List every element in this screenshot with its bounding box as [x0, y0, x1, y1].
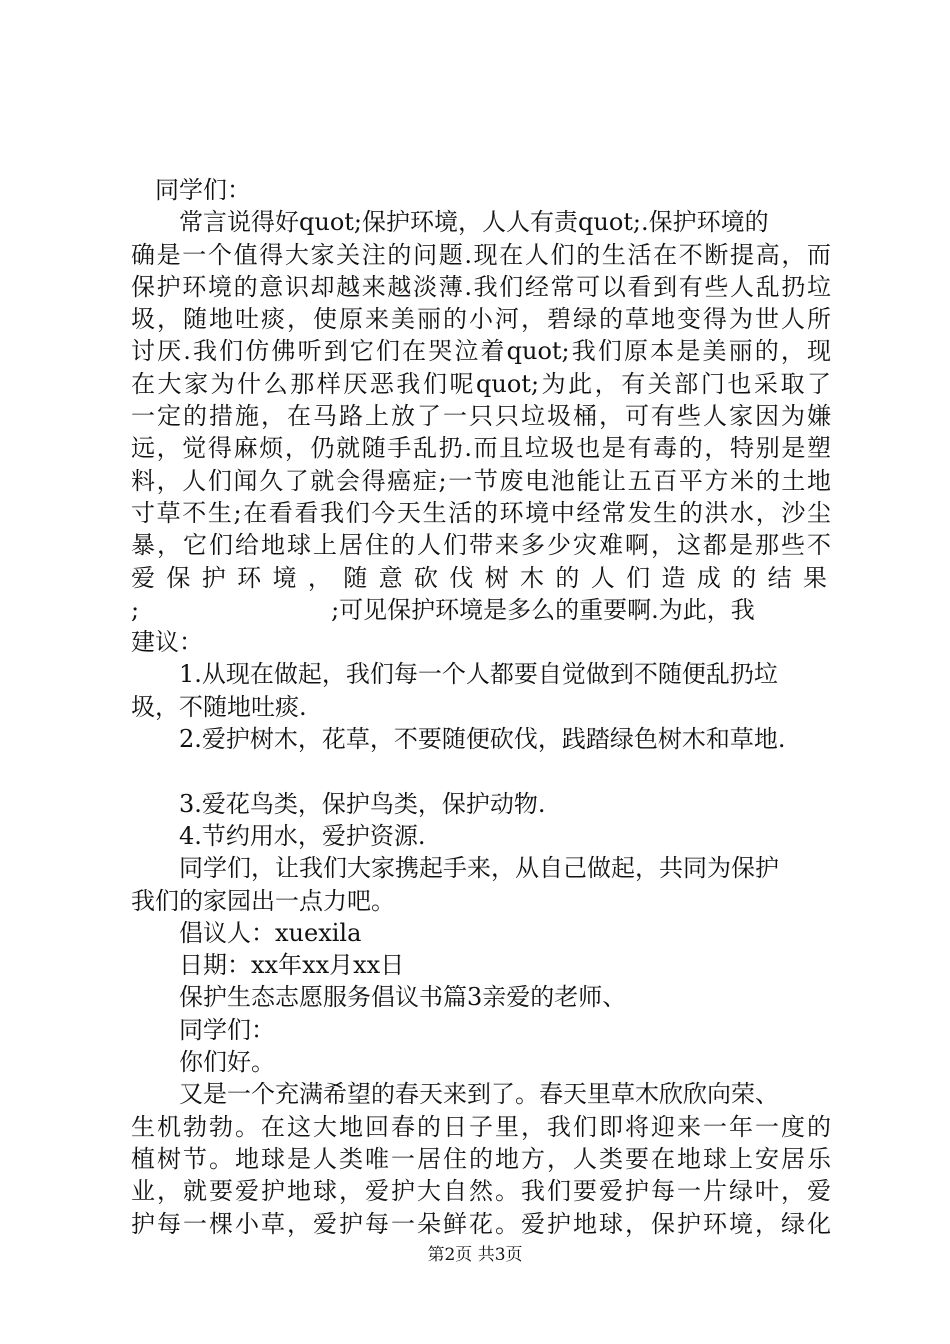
- closing-line: 同学们，让我们大家携起手来，从自己做起，共同为保护: [179, 854, 779, 883]
- paragraph-line: 料，人们闻久了就会得癌症;一节废电池能让五百平方米的土地: [131, 466, 831, 495]
- suggestion-item-4: 4.节约用水，爱护资源.: [179, 821, 426, 850]
- paragraph-spring: [131, 1078, 831, 1239]
- closing-paragraph: [131, 852, 831, 917]
- next-hello: 你们好。: [179, 1048, 275, 1077]
- paragraph-line: 远，觉得麻烦，仍就随手乱扔.而且垃圾也是有毒的，特别是塑: [131, 434, 831, 463]
- paragraph-line: 确是一个值得大家关注的问题.现在人们的生活在不断提高，而: [131, 240, 831, 269]
- suggestion-item-3: 3.爱花鸟类，保护鸟类，保护动物.: [179, 789, 546, 818]
- date: 日期：xx年xx月xx日: [179, 951, 405, 980]
- paragraph-line: 暴，它们给地球上居住的人们带来多少灾难啊，这都是那些不: [131, 531, 831, 560]
- paragraph-line: 爱保护环境，随意砍伐树木的人们造成的结果: [131, 563, 831, 592]
- paragraph-line: 保护环境的意识却越来越淡薄.我们经常可以看到有些人乱扔垃: [131, 272, 831, 301]
- paragraph-line: 植树节。地球是人类唯一居住的地方，人类要在地球上安居乐: [131, 1144, 831, 1173]
- suggestion-line: 1.从现在做起，我们每一个人都要自觉做到不随便乱扔垃: [179, 660, 778, 689]
- paragraph-line: 护每一棵小草，爱护每一朵鲜花。爱护地球，保护环境，绿化: [131, 1209, 831, 1238]
- paragraph-line: 又是一个充满希望的春天来到了。春天里草木欣欣向荣、: [179, 1080, 779, 1109]
- paragraph-line: 生机勃勃。在这大地回春的日子里，我们即将迎来一年一度的: [131, 1112, 831, 1141]
- closing-line: 我们的家园出一点力吧。: [131, 886, 395, 915]
- paragraph-line: 一定的措施，在马路上放了一只只垃圾桶，可有些人家因为嫌: [131, 402, 831, 431]
- paragraph-line: 在大家为什么那样厌恶我们呢quot;为此，有关部门也采取了: [131, 369, 831, 398]
- paragraph-line: 圾，随地吐痰，使原来美丽的小河，碧绿的草地变得为世人所: [131, 305, 831, 334]
- paragraph-line: 常言说得好quot;保护环境，人人有责quot;.保护环境的: [179, 208, 769, 237]
- paragraph-line: 业，就要爱护地球，爱护大自然。我们要爱护每一片绿叶，爱: [131, 1177, 831, 1206]
- page-footer: 第2页 共3页: [427, 1245, 523, 1265]
- blank-line: [131, 755, 831, 787]
- paragraph-line: 讨厌.我们仿佛听到它们在哭泣着quot;我们原本是美丽的，现: [131, 337, 831, 366]
- next-greeting: 同学们：: [179, 1015, 275, 1044]
- signer: 倡议人：xuexila: [179, 918, 362, 947]
- suggestion-line: 圾，不随地吐痰.: [131, 692, 307, 721]
- paragraph-line: 建议：: [131, 628, 203, 657]
- paragraph-line: ; ;可见保护环境是多么的重要啊.为此，我: [131, 595, 755, 624]
- paragraph-line: 寸草不生;在看看我们今天生活的环境中经常发生的洪水，沙尘: [131, 498, 831, 527]
- paragraph-environment-intro: [131, 206, 831, 658]
- document-body: [131, 174, 831, 1240]
- suggestion-item-1: [131, 658, 831, 723]
- next-section-title: 保护生态志愿服务倡议书篇3亲爱的老师、: [179, 983, 627, 1012]
- greeting: 同学们：: [155, 176, 251, 204]
- suggestion-item-2: 2.爱护树木，花草，不要随便砍伐，践踏绿色树木和草地.: [179, 725, 786, 754]
